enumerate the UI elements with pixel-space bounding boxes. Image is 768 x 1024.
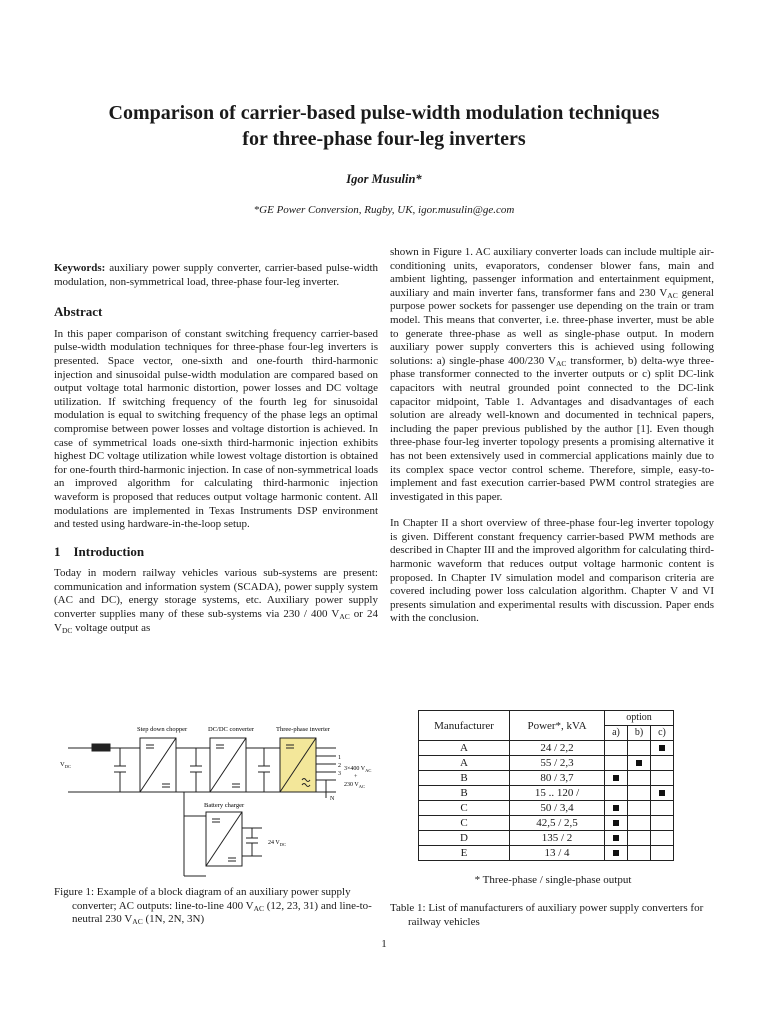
cell-option-a: [605, 801, 628, 816]
cell-option-b: [628, 846, 651, 861]
right-sub-ac-2: AC: [555, 358, 567, 368]
header-manufacturer: Manufacturer: [419, 711, 510, 741]
right-text-a: shown in Figure 1. AC auxiliary converter loads can include multiple air-conditioning units, evaporators, condenser blower fans, main and ambient lighting, passenger information and entertainment equipment, auxiliary and main inverter fans, transformer fans and 230 V: [390, 246, 714, 299]
cell-power: 80 / 3,7: [510, 771, 605, 786]
keywords: [54, 262, 378, 289]
input-inductor: [92, 744, 110, 751]
figure-caption-text-b: (12, 23, 31) and line-to-neutral 230 V: [72, 899, 372, 926]
cell-manufacturer: A: [419, 756, 510, 771]
table-row: [419, 771, 674, 786]
header-option-c: c): [651, 726, 674, 741]
label-out-24v: [268, 840, 286, 847]
affiliation: *GE Power Conversion, Rugby, UK, igor.musulin@ge.com: [253, 204, 515, 216]
label-vdc-main: V: [60, 761, 65, 768]
right-sub-ac-1: AC: [667, 290, 678, 300]
label-vdc: [60, 761, 71, 769]
keywords-text: auxiliary power supply converter, carrier-based pulse-width modulation, non-symmetrical load, three-phase four-leg inverter.: [54, 262, 378, 288]
capacitor-1: [114, 748, 126, 792]
header-option-a: a): [605, 726, 628, 741]
introduction-heading: 1 Introduction: [54, 543, 145, 559]
cell-option-a: [605, 756, 628, 771]
figure-caption-sub-1: AC: [253, 903, 264, 913]
cell-option-a: [605, 741, 628, 756]
abstract-heading: Abstract: [54, 304, 103, 320]
cell-option-b: [628, 771, 651, 786]
table-row: [419, 831, 674, 846]
intro-sub-dc: DC: [61, 625, 73, 635]
cell-manufacturer: E: [419, 846, 510, 861]
figure-caption-text-a: Figure 1: Example of a block diagram of an auxiliary power supply converter; AC outputs: line-to-line 400 V: [54, 886, 351, 912]
cell-option-b: [628, 741, 651, 756]
cell-power: 24 / 2,2: [510, 741, 605, 756]
option-mark-icon: [659, 745, 665, 751]
table-row: [419, 846, 674, 861]
intro-sub-ac: AC: [339, 612, 350, 622]
intro-text-a: Today in modern railway vehicles various sub-systems are present: communication and information system (SCADA), power supply system (AC and DC), energy storage systems, etc. Auxiliary power supply converter supplies many of these sub-systems via 230 / 400 V: [54, 567, 378, 621]
table-1-caption: [390, 902, 714, 929]
label-step-down-chopper: Step down chopper: [137, 726, 188, 733]
introduction-paragraph: [54, 567, 378, 635]
cell-option-c: [651, 756, 674, 771]
option-mark-icon: [659, 790, 665, 796]
cell-option-a: [605, 816, 628, 831]
option-mark-icon: [613, 820, 619, 826]
header-option-b: b): [628, 726, 651, 741]
dcdc-converter-block: [210, 738, 246, 792]
cell-power: 15 .. 120 /: [510, 786, 605, 801]
cell-power: 50 / 3,4: [510, 801, 605, 816]
right-text-c: transformer, b) delta-wye three-phase transformer connected to the inverter outputs or c) split DC-link capacitors with neutral grounded point connected to the DC-link capacitor midpoint, Table 1. Advantages and disadvantages of each solution are already well-known and documented in technical papers, including the paper previous published by the author [1]. Even though three-phase four-leg inverter topology presents a promising alternative it has not been extensively used in commercial applications mainly due to its complex space vector control scheme. Therefore, simple, easy-to-implement and fast execution carrier-based PWM control strategies are investigated in this paper.: [390, 354, 714, 503]
table-row: [419, 786, 674, 801]
label-out-plus: +: [354, 774, 358, 780]
table-row: [419, 801, 674, 816]
cell-manufacturer: C: [419, 816, 510, 831]
cell-power: 13 / 4: [510, 846, 605, 861]
cell-option-b: [628, 816, 651, 831]
paper-title: [40, 100, 728, 152]
header-power: Power*, kVA: [510, 711, 605, 741]
label-three-phase-inverter: Three-phase inverter: [276, 726, 330, 733]
table-row: [419, 816, 674, 831]
capacitor-2: [190, 748, 202, 792]
table-caption-text: Table 1: List of manufacturers of auxiliary power supply converters for railway vehicles: [390, 902, 704, 928]
keywords-label: Keywords:: [54, 262, 106, 274]
cell-option-b: [628, 786, 651, 801]
option-mark-icon: [613, 805, 619, 811]
table-footnote: * Three-phase / single-phase output: [474, 874, 632, 886]
cell-manufacturer: A: [419, 741, 510, 756]
manufacturers-table: [418, 710, 674, 861]
author: Igor Musulin*: [346, 172, 422, 186]
intro-text-b: or 24 V: [54, 608, 378, 634]
abstract-text: In this paper comparison of constant switching frequency carrier-based pulse-width modulation techniques for three-phase four-leg inverters is presented. Space vector, one-sixth and one-fourth third-harmonic injection and sinusoidal pulse-width modulation are compared based on output voltage total harmonic distortion, power losses and DC voltage utilization. If switching frequency of the fourth leg for sinusoidal modulation is equal to switching frequency of the phase legs an optimal compromise between power losses and voltage distortion is achieved. In case of symmetrical loads one-sixth third-harmonic injection exhibits highest DC voltage utilization while lowest voltage distortion is obtained for one-fourth third-harmonic injection. In case of non-symmetrical loads an improved algorithm for calculating third-harmonic injection waveform is proposed that reduces output voltage harmonic content. All modulations are implemented in Texas Instruments DSP environment and tested using hardware-in-the-loop setup.: [54, 327, 378, 531]
block-diagram-figure: [54, 716, 378, 882]
right-column: [390, 246, 714, 626]
table-row: [419, 741, 674, 756]
right-text-b: general purpose power sockets for passenger use depending on the train or tram model. This means that converter, i.e. three-phase inverter, must be able to generate three-phase as well as single-phase output. In modern auxiliary power supply converters this is achieved using following solutions: a) single-phase 400/230 V: [390, 286, 714, 367]
label-out-400v-main: 3×400 V: [344, 766, 366, 772]
cell-power: 55 / 2,3: [510, 756, 605, 771]
figure-caption-text-c: (1N, 2N, 3N): [142, 913, 205, 926]
three-phase-inverter-block: [280, 738, 316, 792]
option-mark-icon: [613, 835, 619, 841]
label-phase-3: 3: [338, 771, 341, 777]
left-column: [54, 262, 378, 635]
cell-power: 42,5 / 2,5: [510, 816, 605, 831]
right-paragraph-2: In Chapter II a short overview of three-phase four-leg inverter topology is given. Different constant frequency carrier-based PWM methods are described in Chapter III and the improved algorithm for calculating third-harmonic waveform that reduces output voltage harmonic content is proposed. In Chapter IV simulation model and comparison criteria are covered including power loss calculation algorithm. Chapter V and VI presents simulation and experimental results with discussion. Paper ends with the conclusion.: [390, 517, 714, 625]
cell-manufacturer: B: [419, 771, 510, 786]
label-out-24v-main: 24 V: [268, 840, 280, 846]
table-body: [419, 741, 674, 861]
cell-option-c: [651, 831, 674, 846]
label-phase-n: N: [330, 796, 335, 802]
option-mark-icon: [613, 775, 619, 781]
label-vdc-sub: DC: [64, 764, 71, 769]
cell-option-c: [651, 846, 674, 861]
paper-title-line-2: for three-phase four-leg inverters: [242, 128, 526, 150]
cell-manufacturer: D: [419, 831, 510, 846]
label-out-230v: [344, 782, 365, 789]
battery-charger-block: [206, 812, 242, 866]
header-option: option: [605, 711, 674, 726]
cell-power: 135 / 2: [510, 831, 605, 846]
label-battery-charger: Battery charger: [204, 802, 245, 809]
capacitor-3: [258, 748, 270, 792]
table-row: [419, 756, 674, 771]
cell-option-c: [651, 741, 674, 756]
cell-option-b: [628, 756, 651, 771]
label-out-400v-sub: AC: [365, 768, 372, 773]
label-phase-2: 2: [338, 763, 341, 769]
paper-title-line-1: Comparison of carrier-based pulse-width modulation techniques: [108, 102, 660, 124]
right-paragraph-1: [390, 246, 714, 504]
cell-option-c: [651, 771, 674, 786]
cell-option-c: [651, 801, 674, 816]
label-phase-1: 1: [338, 755, 341, 761]
cell-manufacturer: B: [419, 786, 510, 801]
cell-manufacturer: C: [419, 801, 510, 816]
cell-option-b: [628, 831, 651, 846]
label-out-400v: [344, 766, 371, 773]
option-mark-icon: [636, 760, 642, 766]
label-out-24v-sub: DC: [279, 842, 286, 847]
option-mark-icon: [613, 850, 619, 856]
cell-option-a: [605, 846, 628, 861]
cell-option-a: [605, 786, 628, 801]
page-number: 1: [381, 938, 387, 950]
cell-option-a: [605, 831, 628, 846]
cell-option-b: [628, 801, 651, 816]
intro-text-c: voltage output as: [72, 621, 151, 634]
label-dcdc-converter: DC/DC converter: [208, 726, 255, 733]
label-out-230v-main: 230 V: [344, 782, 359, 788]
figure-1-caption: [54, 886, 378, 927]
label-out-230v-sub: AC: [358, 784, 365, 789]
figure-caption-sub-2: AC: [132, 917, 143, 927]
step-down-chopper-block: [140, 738, 176, 792]
cell-option-a: [605, 771, 628, 786]
cell-option-c: [651, 816, 674, 831]
cell-option-c: [651, 786, 674, 801]
